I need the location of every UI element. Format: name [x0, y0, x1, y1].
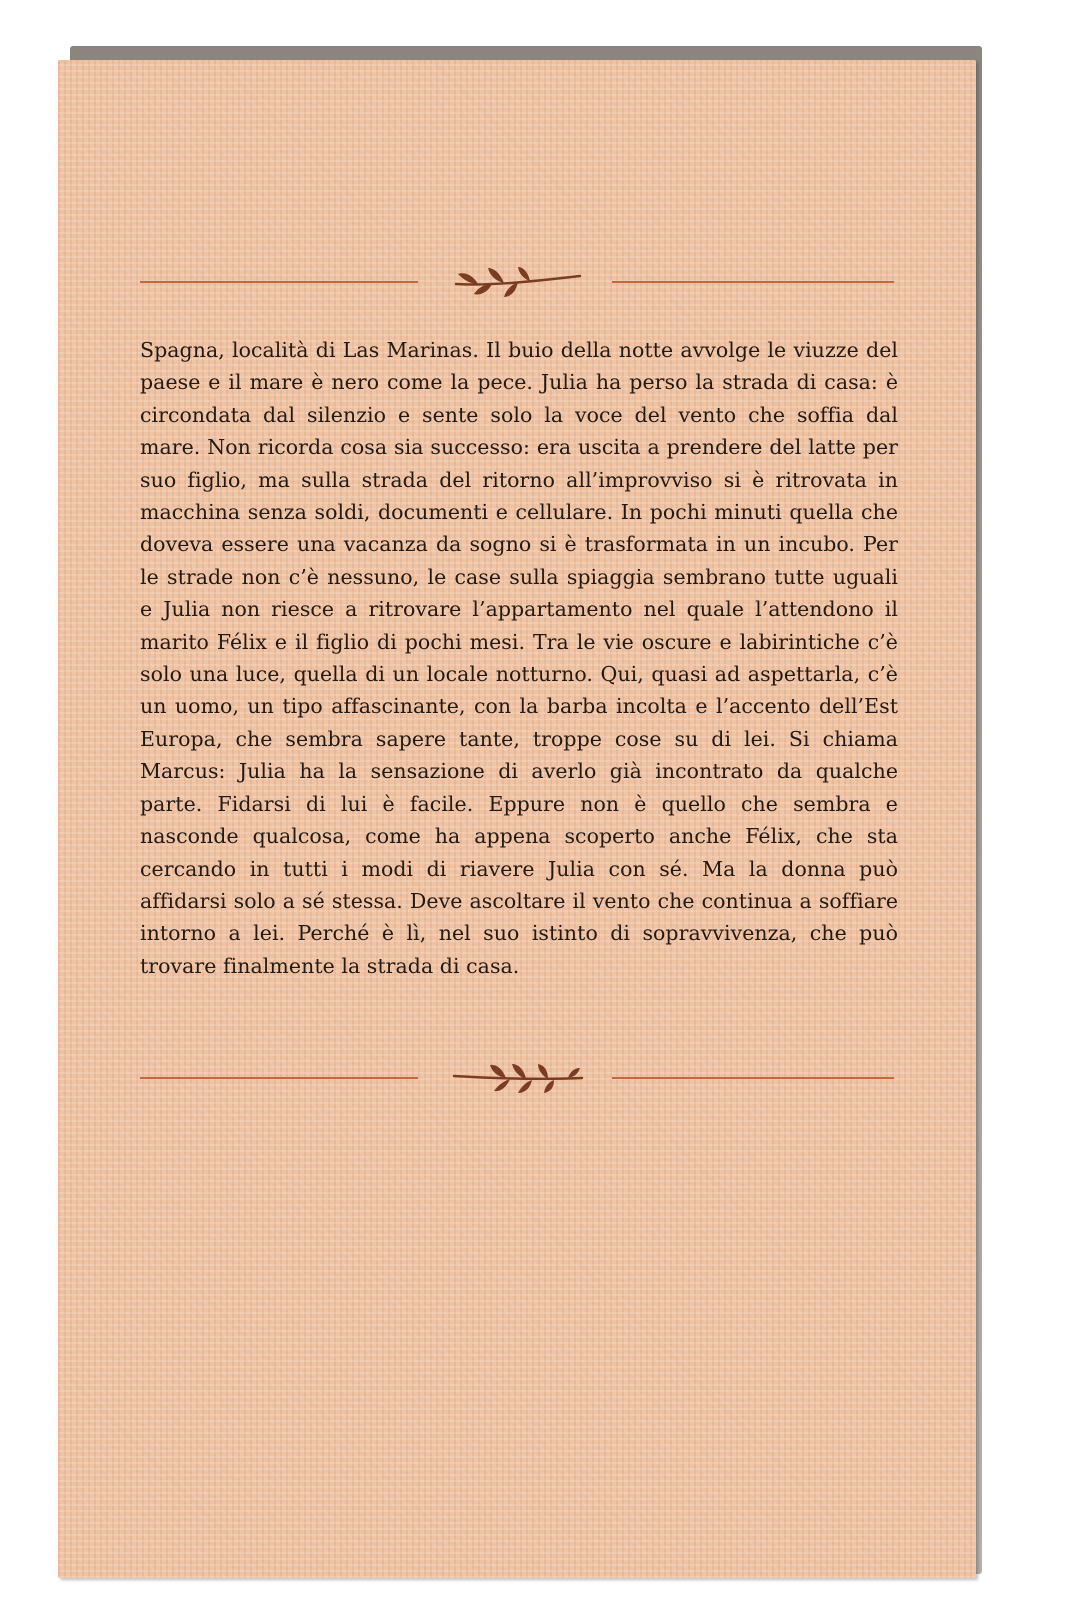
top-ornament-rule-left	[140, 281, 418, 283]
bottom-ornament-rule-left	[140, 1077, 418, 1079]
leaf-sprig-icon	[448, 262, 588, 302]
top-ornament-divider	[140, 262, 898, 302]
top-ornament-rule-right	[612, 281, 894, 283]
leaf-sprig-icon	[448, 1058, 588, 1098]
synopsis-text: Spagna, località di Las Marinas. Il buio della notte avvolge le viuzze del paese e il mare è nero come la pece. Julia ha perso la strada di casa: è circondata dal silenzio e sente solo la voce del vento che soffia dal mare. Non ricorda cosa sia successo: era uscita a prendere del latte per suo figlio, ma sulla strada del ritorno all’improvviso si è ritrovata in macchina senza soldi, documenti e cellulare. In pochi minuti quella che doveva essere una vacanza da sogno si è trasformata in un incubo. Per le strade non c’è nessuno, le case sulla spiaggia sembrano tutte uguali e Julia non riesce a ritrovare l’appartamento nel quale l’attendono il marito Félix e il figlio di pochi mesi. Tra le vie oscure e labirintiche c’è solo una luce, quella di un locale notturno. Qui, quasi ad aspettarla, c’è un uomo, un tipo affascinante, con la barba incolta e l’accento dell’Est Europa, che sembra sapere tante, troppe cose su di lei. Si chiama Marcus: Julia ha la sensazione di averlo già incontrato da qualche parte. Fidarsi di lui è facile. Eppure non è quello che sembra e nasconde qualcosa, come ha appena scoperto anche Félix, che sta cercando in tutti i modi di riavere Julia con sé. Ma la donna può affidarsi solo a sé stessa. Deve ascoltare il vento che continua a soffiare intorno a lei. Perché è lì, nel suo istinto di sopravvivenza, che può trovare finalmente la strada di casa.	[140, 338, 898, 978]
bottom-ornament-divider	[140, 1058, 898, 1098]
bottom-ornament-rule-right	[612, 1077, 894, 1079]
